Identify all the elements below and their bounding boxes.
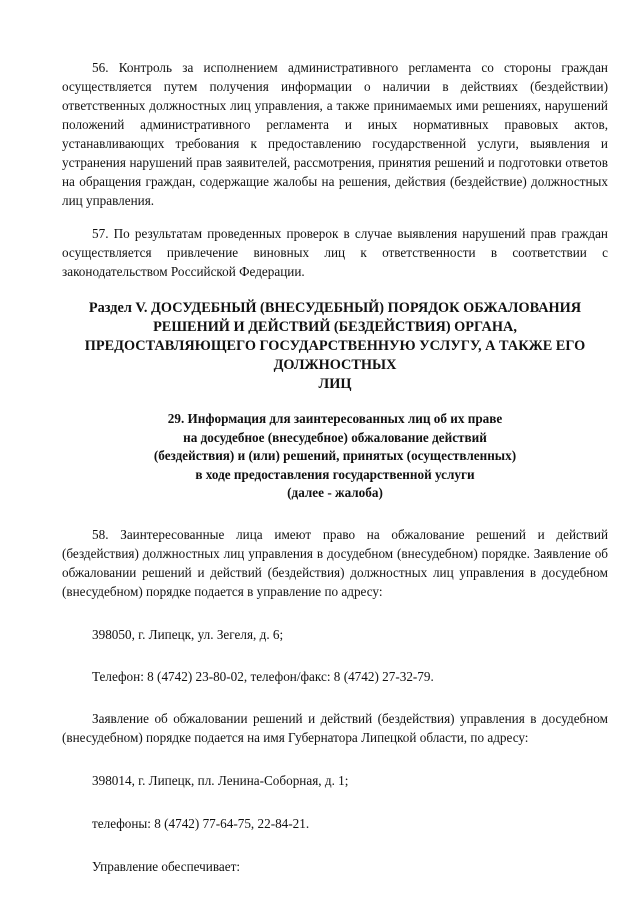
subsection-title-line: (далее - жалоба) [287, 485, 383, 500]
document-page [62, 58, 608, 876]
phone-management: Телефон: 8 (4742) 23-80-02, телефон/факс: 8 (4742) 27-32-79. [92, 668, 434, 684]
address-governor: 398014, г. Липецк, пл. Ленина-Соборная, д. 1; [92, 772, 349, 788]
paragraph-56: 56. Контроль за исполнением административного регламента со стороны граждан осуществляется путем получения информации о наличии в действиях (бездействии) ответственных должностных лиц управления, а также принимаемых ими решениях, нарушений положений административного регламента и иных нормативных правовых актов, устанавливающих требования к предоставлению государственной услуги, выявления и устранения нарушений прав заявителей, рассмотрения, принятия решений и подготовки ответов на обращения граждан, содержащие жалобы на решения, действия (бездействие) должностных лиц управления. [62, 60, 608, 208]
address-management: 398050, г. Липецк, ул. Зегеля, д. 6; [92, 626, 284, 642]
subsection-title [62, 410, 608, 503]
phone-governor: телефоны: 8 (4742) 77-64-75, 22-84-21. [92, 815, 310, 831]
paragraph-58: 58. Заинтересованные лица имеют право на обжалование решений и действий (бездействия) должностных лиц управления в досудебном (внесудебном) порядке. Заявление об обжаловании решений и действий (бездействия) должностных лиц управления в досудебном (внесудебном) порядке подается в управление по адресу: [62, 526, 608, 599]
section-title-line: ПРЕДОСТАВЛЯЮЩЕГО ГОСУДАРСТВЕННУЮ УСЛУГУ, А ТАКЖЕ ЕГО [84, 338, 586, 354]
paragraph-provides: Управление обеспечивает: [92, 858, 241, 874]
subsection-title-line: (бездействия) и (или) решений, принятых (осуществленных) [153, 448, 517, 463]
subsection-title-line: на досудебное (внесудебное) обжалование действий [183, 429, 487, 445]
section-title-line: Раздел V. ДОСУДЕБНЫЙ (ВНЕСУДЕБНЫЙ) ПОРЯДОК ОБЖАЛОВАНИЯ [88, 300, 582, 316]
paragraph-governor: Заявление об обжаловании решений и действий (бездействия) управления в досудебном (внесудебном) порядке подается на имя Губернатора Липецкой области, по адресу: [62, 710, 608, 745]
section-title-line: ДОЛЖНОСТНЫХ [273, 357, 397, 373]
paragraph-57: 57. По результатам проведенных проверок в случае выявления нарушений прав граждан осуществляется привлечение виновных лиц к ответственности в соответствии с законодательством Российской Федерации. [62, 226, 608, 279]
subsection-title-line: в ходе предоставления государственной услуги [195, 466, 475, 482]
section-title-line: ЛИЦ [318, 376, 352, 392]
section-title [62, 299, 608, 394]
section-title-line: РЕШЕНИЙ И ДЕЙСТВИЙ (БЕЗДЕЙСТВИЯ) ОРГАНА, [153, 319, 517, 335]
subsection-title-line: 29. Информация для заинтересованных лиц об их праве [167, 411, 503, 426]
